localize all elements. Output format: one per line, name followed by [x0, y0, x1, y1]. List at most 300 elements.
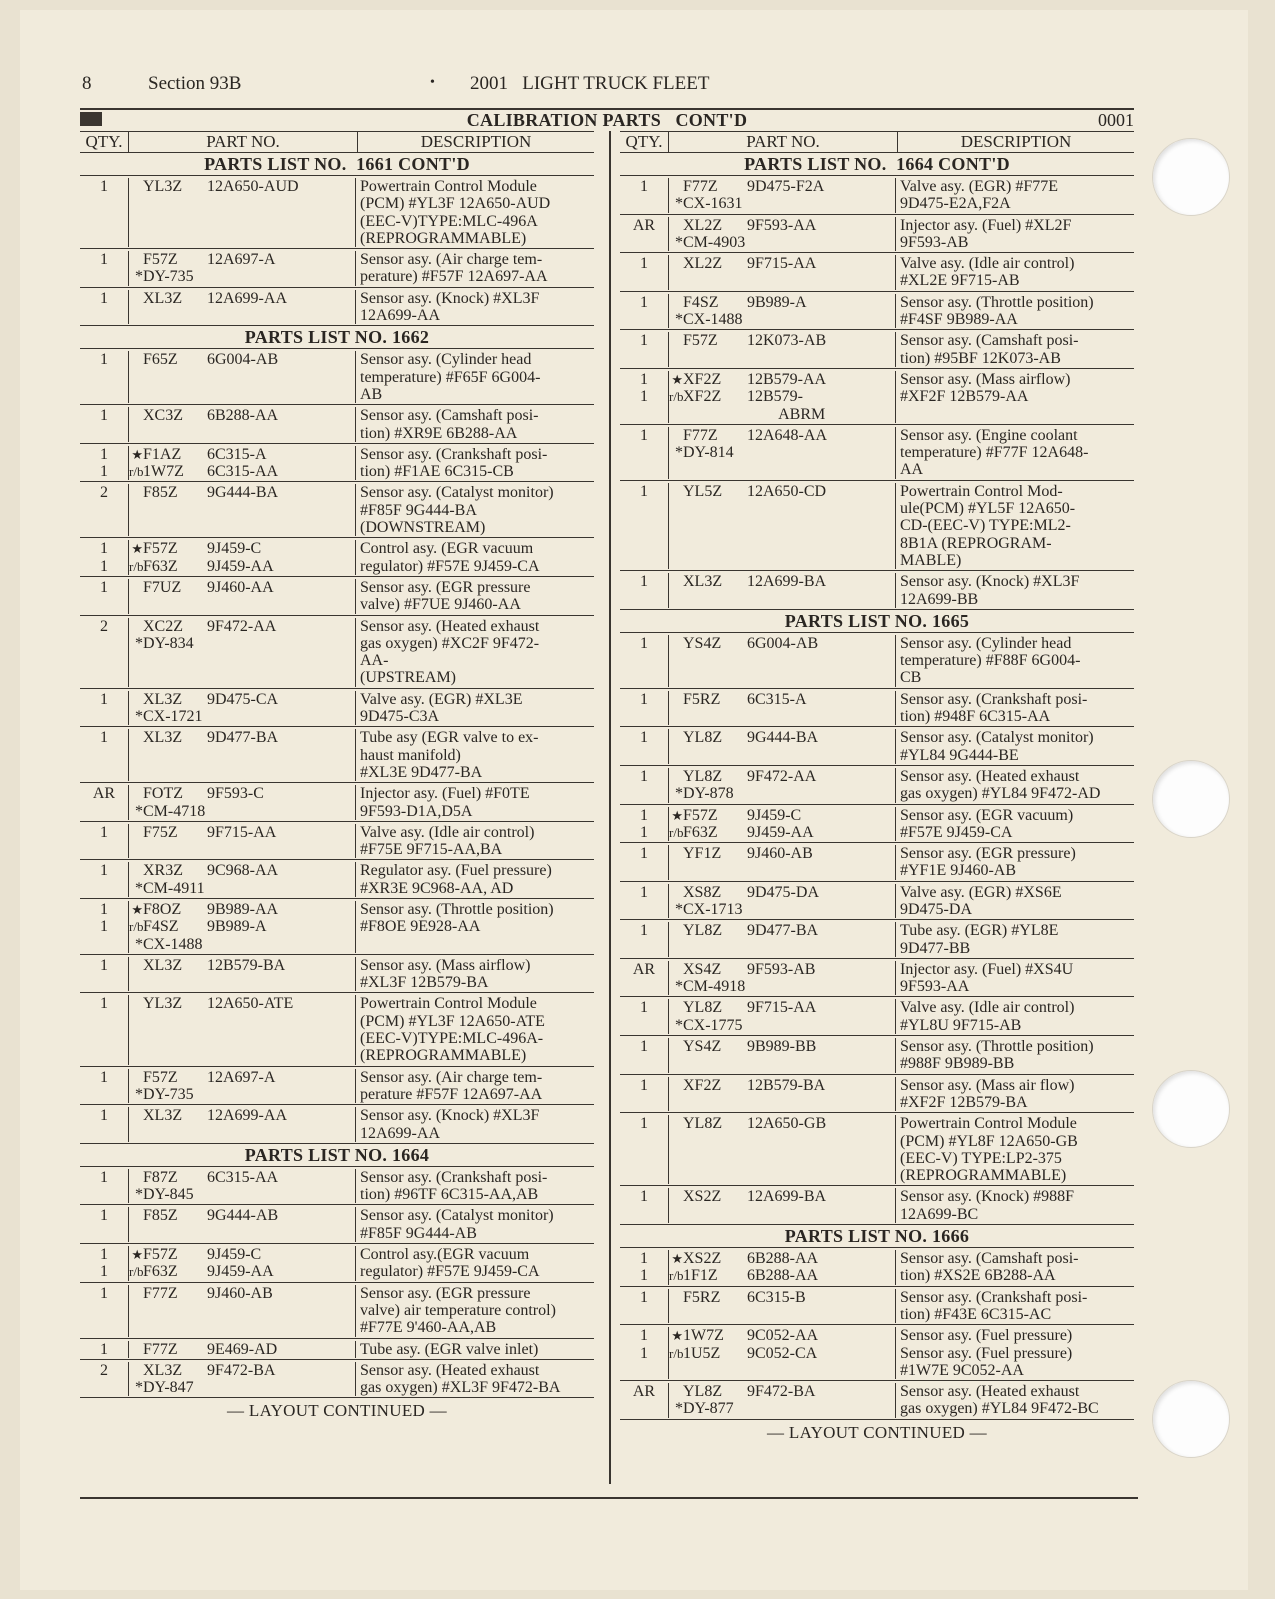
part-number-line: [669, 1267, 895, 1285]
table-row: [80, 349, 594, 405]
qty-cell: [80, 1341, 128, 1358]
part-base: DY-814: [683, 444, 734, 462]
description-cell: [356, 1285, 594, 1337]
qty-value: 1: [100, 1284, 108, 1302]
part-base: CX-1488: [683, 311, 743, 329]
qty-cell: [620, 483, 668, 569]
part-suffix: 6B288-AA: [207, 407, 279, 425]
part-prefix: r/b: [669, 1345, 684, 1361]
qty-value: 1: [100, 557, 108, 575]
parts-list-title: [620, 610, 1134, 633]
description-line: #XL3F 12B579-BA: [360, 974, 489, 992]
part-prefix: r/b: [669, 389, 684, 405]
part-no-cell: [668, 294, 896, 329]
qty-value: 1: [640, 482, 648, 500]
description-cell: [896, 1289, 1134, 1324]
qty-cell: [80, 618, 128, 687]
part-base: YL8Z: [683, 767, 723, 785]
description-line: #XL3E 9D477-BA: [360, 763, 483, 781]
part-number-line: [143, 1362, 355, 1379]
part-number-line: [143, 862, 355, 879]
part-number-line: [683, 406, 895, 423]
qty-value: 2: [100, 1361, 108, 1379]
part-suffix: 9J459-AA: [207, 557, 274, 575]
description-line: Sensor asy. (Camshaft posi-: [360, 407, 539, 425]
description-line: Sensor asy. (Throttle position): [360, 900, 554, 918]
part-number-line: [683, 729, 895, 746]
part-number-line: [143, 1069, 355, 1086]
part-base: CM-4903: [683, 233, 746, 251]
part-base: F63Z: [143, 557, 178, 575]
qty-cell: [80, 540, 128, 575]
part-suffix: 6C315-B: [747, 1288, 806, 1306]
part-suffix: 12B579-AA: [747, 370, 827, 388]
table-row: [620, 176, 1134, 215]
part-number-line: [683, 845, 895, 862]
description-line: #1W7E 9C052-AA: [900, 1361, 1024, 1379]
description-cell: [896, 178, 1134, 213]
part-base: F77Z: [683, 178, 718, 195]
part-suffix: 6G004-AB: [207, 351, 279, 369]
part-no-cell: [128, 1207, 356, 1242]
description-line: Sensor asy. (Catalyst monitor): [360, 1207, 554, 1225]
part-prefix: r/b: [669, 1268, 684, 1284]
description-line: valve) #F7UE 9J460-AA: [360, 596, 521, 614]
description-line: temperature) #F88F 6G004-: [900, 652, 1081, 670]
qty-cell: [80, 785, 128, 820]
description-line: 9D475-DA: [900, 900, 972, 918]
description-line: #XF2F 12B579-AA: [900, 388, 1029, 406]
qty-cell: [620, 691, 668, 726]
qty-value: 1: [100, 578, 108, 596]
part-base: F87Z: [143, 1168, 178, 1186]
part-base: F57Z: [143, 1246, 178, 1264]
description-line: (REPROGRAMMABLE): [360, 229, 527, 247]
description-cell: [356, 484, 594, 536]
part-base: F85Z: [143, 484, 178, 502]
layout-continued: — LAYOUT CONTINUED —: [227, 1401, 447, 1421]
description-line: (PCM) #YL3F 12A650-AUD: [360, 195, 551, 213]
qty-cell: [620, 1327, 668, 1379]
part-number-line: [675, 1400, 895, 1418]
part-no-cell: [128, 1362, 356, 1397]
part-base: 1U5Z: [683, 1344, 721, 1362]
part-no-cell: [128, 540, 356, 575]
description-cell: [896, 483, 1134, 569]
part-no-cell: [128, 407, 356, 442]
part-number-line: [683, 427, 895, 444]
part-prefix: ★: [131, 1247, 143, 1263]
qty-cell: [80, 579, 128, 614]
part-base: F77Z: [143, 1340, 178, 1358]
part-no-cell: [128, 1341, 356, 1358]
part-number-line: [683, 483, 895, 500]
table-row: [620, 1186, 1134, 1225]
part-number-line: [131, 445, 355, 463]
qty-value: 1: [640, 845, 648, 863]
part-no-cell: [128, 1107, 356, 1142]
part-base: XL3Z: [143, 289, 183, 307]
part-no-cell: [668, 1038, 896, 1073]
table-row: [620, 425, 1134, 481]
qty-cell: [80, 178, 128, 247]
description-line: Sensor asy. (Camshaft posi-: [900, 1250, 1079, 1268]
part-no-cell: [668, 999, 896, 1034]
description-line: Sensor asy. (Heated exhaust: [360, 1361, 540, 1379]
qty-value: 1: [100, 823, 108, 841]
description-cell: [896, 999, 1134, 1034]
qty-value: 1: [640, 388, 648, 406]
qty-cell: [620, 427, 668, 479]
table-row: [620, 1325, 1134, 1381]
qty-value: 1: [100, 995, 108, 1013]
part-base: DY-878: [683, 785, 734, 803]
description-cell: [356, 862, 594, 897]
description-line: 9D475-C3A: [360, 708, 440, 726]
qty-value: 1: [100, 900, 108, 918]
description-line: #XL2E 9F715-AB: [900, 272, 1020, 290]
description-line: Sensor asy. (Knock) #XL3F: [360, 1107, 540, 1125]
description-line: Sensor asy. (Knock) #XL3F: [900, 573, 1080, 591]
description-line: temperature) #F77F 12A648-: [900, 444, 1089, 462]
description-line: Tube asy. (EGR valve inlet): [360, 1340, 539, 1358]
parts-list-name: PARTS LIST NO. 1662: [244, 327, 430, 348]
qty-cell: [620, 961, 668, 996]
description-line: Sensor asy. (Heated exhaust: [900, 1383, 1080, 1401]
qty-value: 1: [100, 690, 108, 708]
part-base: DY-847: [143, 1379, 194, 1397]
description-line: (DOWNSTREAM): [360, 519, 486, 537]
part-base: YF1Z: [683, 845, 722, 863]
description-line: Control asy.(EGR vacuum: [360, 1246, 530, 1264]
qty-cell: [620, 768, 668, 803]
description-line: tion) #XR9E 6B288-AA: [360, 424, 518, 442]
qty-cell: [80, 1207, 128, 1242]
qty-value: 1: [640, 767, 648, 785]
description-line: (REPROGRAMMABLE): [900, 1167, 1067, 1185]
qty-value: 1: [640, 255, 648, 273]
part-base: XS2Z: [683, 1188, 722, 1206]
part-base: YL3Z: [143, 178, 183, 195]
part-suffix: 9J460-AB: [747, 845, 813, 863]
description-line: Sensor asy. (Knock) #XL3F: [360, 289, 540, 307]
part-suffix: 9J460-AA: [207, 578, 274, 596]
table-row: [80, 616, 594, 689]
part-suffix: 9F593-AA: [747, 216, 817, 234]
qty-cell: [620, 999, 668, 1034]
part-suffix: 9G444-BA: [747, 729, 819, 747]
description-cell: [356, 957, 594, 992]
qty-value: 1: [640, 1327, 648, 1345]
part-no-cell: [668, 427, 896, 479]
part-number-line: [683, 961, 895, 978]
description-line: #F4SF 9B989-AA: [900, 311, 1018, 329]
part-number-line: [143, 1285, 355, 1302]
qty-cell: [80, 1069, 128, 1104]
description-cell: [356, 785, 594, 820]
qty-cell: [80, 824, 128, 859]
part-prefix: *: [675, 444, 683, 462]
qty-value: AR: [632, 960, 656, 978]
description-heading: DESCRIPTION: [357, 132, 594, 152]
table-row: [620, 292, 1134, 331]
part-number-line: [671, 370, 895, 388]
part-base: F77Z: [143, 1284, 178, 1302]
part-no-cell: [128, 1246, 356, 1281]
qty-value: 1: [100, 1168, 108, 1186]
description-line: (PCM) #YL8F 12A650-GB: [900, 1132, 1078, 1150]
qty-value: 1: [640, 922, 648, 940]
description-line: (EEC-V)TYPE:MLC-496A: [360, 212, 538, 230]
description-line: regulator) #F57E 9J459-CA: [360, 1263, 540, 1281]
part-suffix: 9C052-AA: [747, 1327, 819, 1345]
part-base: F57Z: [143, 251, 178, 269]
description-line: #F57E 9J459-CA: [900, 823, 1013, 841]
part-suffix: 9J459-AA: [747, 823, 814, 841]
qty-value: AR: [632, 216, 656, 234]
table-row: [80, 444, 594, 483]
part-number-line: [683, 1077, 895, 1094]
description-cell: [896, 1250, 1134, 1285]
description-cell: [356, 407, 594, 442]
description-line: ule(PCM) #YL5F 12A650-: [900, 500, 1076, 518]
qty-value: AR: [92, 785, 116, 803]
part-base: YL3Z: [143, 995, 183, 1013]
table-row: [80, 783, 594, 822]
description-cell: [356, 995, 594, 1064]
description-line: Valve asy. (Idle air control): [900, 255, 1075, 273]
table-row: [80, 577, 594, 616]
table-row: [80, 1167, 594, 1206]
part-number-line: [129, 918, 355, 936]
table-row: [620, 920, 1134, 959]
part-prefix: r/b: [129, 919, 144, 935]
part-no-cell: [128, 1285, 356, 1337]
parts-list-contd: CONT'D: [938, 154, 1010, 174]
description-line: Injector asy. (Fuel) #XL2F: [900, 216, 1072, 234]
part-number-line: [129, 557, 355, 575]
description-cell: [896, 1115, 1134, 1184]
qty-cell: [80, 862, 128, 897]
description-line: Valve asy. (EGR) #F77E: [900, 178, 1059, 195]
part-suffix: 9G444-AB: [207, 1207, 279, 1225]
part-base: F1AZ: [143, 445, 182, 463]
qty-cell: [620, 371, 668, 423]
description-line: AA: [900, 461, 924, 479]
part-number-line: [683, 573, 895, 590]
description-line: #F8OE 9E928-AA: [360, 918, 481, 936]
description-cell: [896, 845, 1134, 880]
part-number-line: [135, 802, 355, 820]
part-base: F63Z: [683, 823, 718, 841]
parts-list-contd: CONT'D: [398, 154, 470, 174]
description-line: Sensor asy. (Mass airflow): [900, 370, 1071, 388]
qty-value: 1: [100, 1263, 108, 1281]
part-base: XF2Z: [683, 1076, 722, 1094]
part-base: YS4Z: [683, 1038, 722, 1056]
part-prefix: *: [675, 311, 683, 329]
table-row: [80, 1205, 594, 1244]
part-suffix: 9F472-AA: [207, 617, 277, 635]
table-row: [620, 1248, 1134, 1287]
qty-value: 1: [100, 251, 108, 269]
qty-value: 1: [640, 293, 648, 311]
part-base: YL8Z: [683, 1115, 723, 1133]
qty-value: 1: [640, 1267, 648, 1285]
description-line: Tube asy (EGR valve to ex-: [360, 729, 539, 747]
part-base: F57Z: [683, 806, 718, 824]
table-row: [620, 481, 1134, 571]
part-number-line: [143, 1341, 355, 1358]
part-suffix: 12A699-BA: [747, 573, 827, 591]
table-row: [620, 766, 1134, 805]
header-bullet: •: [430, 75, 435, 90]
part-number-line: [683, 255, 895, 272]
part-base: XL3Z: [143, 1107, 183, 1125]
qty-value: 1: [640, 690, 648, 708]
qty-cell: [620, 332, 668, 367]
part-number-line: [675, 978, 895, 996]
part-number-line: [683, 999, 895, 1016]
column-headings: [620, 131, 1134, 153]
part-suffix: 9E469-AD: [207, 1340, 278, 1358]
table-row: [80, 482, 594, 538]
description-cell: [896, 1038, 1134, 1073]
part-suffix: 12B579-BA: [207, 956, 286, 974]
part-base: F57Z: [143, 540, 178, 558]
description-line: Sensor asy. (Air charge tem-: [360, 251, 543, 269]
qty-cell: [620, 884, 668, 919]
description-cell: [896, 635, 1134, 687]
part-suffix: 9J460-AB: [207, 1284, 273, 1302]
part-base: 1F1Z: [683, 1267, 718, 1285]
description-line: tion) #F43E 6C315-AC: [900, 1305, 1052, 1323]
description-cell: [896, 217, 1134, 252]
qty-cell: [80, 729, 128, 781]
part-prefix: r/b: [129, 464, 144, 480]
part-base: XS4Z: [683, 960, 722, 978]
qty-value: 1: [640, 1288, 648, 1306]
part-suffix: 6B288-AA: [747, 1267, 819, 1285]
part-number-line: [669, 388, 895, 406]
part-base: CX-1775: [683, 1016, 743, 1034]
qty-cell: [620, 1289, 668, 1324]
part-base: XC3Z: [143, 407, 183, 425]
description-line: tion) #948F 6C315-AA: [900, 708, 1051, 726]
part-no-heading: PART NO.: [668, 132, 897, 152]
description-line: 9D477-BB: [900, 939, 971, 957]
description-line: Sensor asy. (Heated exhaust: [900, 767, 1080, 785]
part-base: 1W7Z: [143, 463, 184, 481]
qty-cell: [620, 1188, 668, 1223]
part-number-line: [671, 806, 895, 824]
part-no-cell: [668, 884, 896, 919]
part-number-line: [683, 691, 895, 708]
part-prefix: *: [675, 195, 683, 213]
description-line: CB: [900, 669, 922, 687]
qty-cell: [620, 729, 668, 764]
table-row: [620, 369, 1134, 425]
part-number-line: [683, 178, 895, 195]
description-line: #F77E 9'460-AA,AB: [360, 1319, 497, 1337]
qty-heading: QTY.: [625, 132, 663, 151]
part-base: F4SZ: [143, 918, 179, 936]
qty-value: 1: [640, 883, 648, 901]
table-row: [80, 288, 594, 327]
part-suffix: 9G444-BA: [207, 484, 279, 502]
part-no-cell: [668, 691, 896, 726]
qty-value: 1: [640, 729, 648, 747]
description-line: #YL8U 9F715-AB: [900, 1016, 1022, 1034]
description-line: Sensor asy. (Air charge tem-: [360, 1068, 543, 1086]
qty-cell: [80, 351, 128, 403]
qty-value: 1: [640, 1076, 648, 1094]
part-base: F63Z: [143, 1263, 178, 1281]
part-prefix: r/b: [669, 824, 684, 840]
part-base: F57Z: [683, 332, 718, 350]
part-prefix: *: [675, 785, 683, 803]
description-line: #F75E 9F715-AA,BA: [360, 841, 503, 859]
part-base: F4SZ: [683, 293, 719, 311]
page-number: 8: [82, 73, 92, 94]
part-base: CM-4918: [683, 978, 746, 996]
part-number-line: [683, 635, 895, 652]
qty-value: 1: [100, 178, 108, 195]
qty-value: 1: [640, 823, 648, 841]
description-line: Sensor asy. (Throttle position): [900, 293, 1094, 311]
table-row: [80, 1244, 594, 1283]
part-suffix: 9J459-C: [207, 540, 262, 558]
description-line: Sensor asy. (Crankshaft posi-: [360, 445, 548, 463]
part-base: DY-735: [143, 268, 194, 286]
part-base: 1W7Z: [683, 1327, 724, 1345]
part-suffix: 9B989-A: [207, 918, 267, 936]
description-cell: [896, 884, 1134, 919]
part-no-cell: [128, 618, 356, 687]
part-number-line: [143, 995, 355, 1012]
qty-value: 1: [100, 729, 108, 747]
description-cell: [356, 1362, 594, 1397]
description-cell: [896, 691, 1134, 726]
description-cell: [896, 371, 1134, 423]
table-row: [80, 899, 594, 955]
part-suffix: 9F472-AA: [747, 767, 817, 785]
part-base: F57Z: [143, 1068, 178, 1086]
description-line: #YL84 9G444-BE: [900, 746, 1019, 764]
part-number-line: [683, 1188, 895, 1205]
part-suffix: 12A650-AUD: [207, 178, 299, 195]
part-number-line: [131, 900, 355, 918]
table-row: [620, 1075, 1134, 1114]
part-base: XL2Z: [683, 216, 723, 234]
description-cell: [356, 351, 594, 403]
part-no-cell: [668, 729, 896, 764]
table-row: [620, 882, 1134, 921]
description-line: Valve asy. (EGR) #XS6E: [900, 883, 1062, 901]
part-no-cell: [668, 635, 896, 687]
table-row: [80, 1339, 594, 1360]
part-number-line: [135, 268, 355, 286]
part-no-cell: [128, 446, 356, 481]
description-line: regulator) #F57E 9J459-CA: [360, 557, 540, 575]
qty-cell: [80, 1107, 128, 1142]
part-base: YL8Z: [683, 1383, 723, 1401]
description-line: perature #F57F 12A697-AA: [360, 1085, 543, 1103]
part-suffix: 9D477-BA: [747, 922, 819, 940]
part-number-line: [675, 785, 895, 803]
description-cell: [356, 691, 594, 726]
qty-cell: [80, 1362, 128, 1397]
